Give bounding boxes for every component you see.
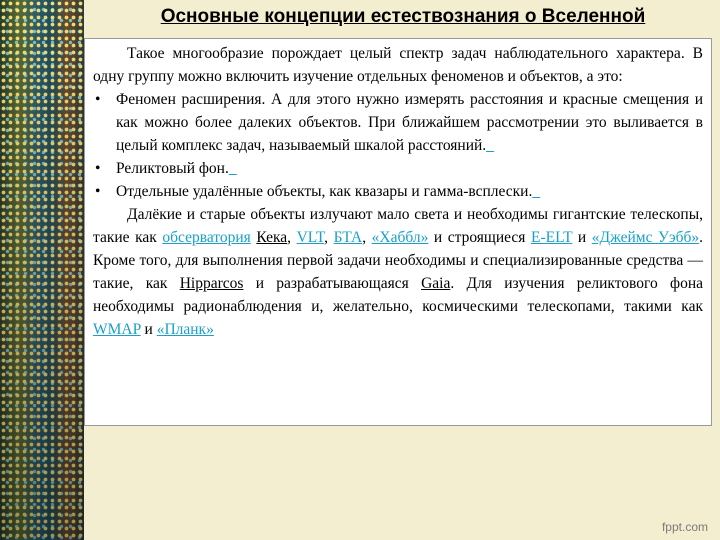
bullet-text: Реликтовый фон. xyxy=(116,160,229,177)
content-box xyxy=(84,38,712,426)
footer-brand: fppt.com xyxy=(661,520,708,534)
paragraph-text: , xyxy=(287,229,297,246)
hipparcos-link[interactable]: Hipparcos xyxy=(179,275,244,292)
telescopes-paragraph xyxy=(93,203,703,341)
paragraph-text: и xyxy=(140,321,157,338)
gaia-link[interactable]: Gaia xyxy=(421,275,451,292)
bullet-icon: • xyxy=(95,91,101,108)
paragraph-text: . Кроме того, для выполнения первой задачи необходимы и специализированные средства — такие, как xyxy=(93,229,704,292)
list-item xyxy=(93,180,703,203)
observatory-link[interactable]: обсерватория xyxy=(162,229,251,246)
list-item xyxy=(93,88,703,157)
bullet-icon: • xyxy=(95,183,101,200)
reference-link[interactable]: _ xyxy=(228,160,237,177)
wmap-link[interactable]: WMAP xyxy=(93,321,141,338)
decorative-sidebar xyxy=(0,0,84,540)
e-elt-link[interactable]: E-ELT xyxy=(531,229,573,246)
paragraph-text: , xyxy=(362,229,372,246)
bullet-icon: • xyxy=(95,160,101,177)
hubble-link[interactable]: «Хаббл» xyxy=(371,229,429,246)
intro-paragraph: Такое многообразие порождает целый спектр задач наблюдательного характера. В одну группу можно включить изучение отдельных феноменов и объектов, а это: xyxy=(93,45,703,85)
bta-link[interactable]: БТА xyxy=(333,229,363,246)
planck-link[interactable]: «Планк» xyxy=(156,321,214,338)
paragraph-text: . Для изучения реликтового фона необходимы радионаблюдения и, желательно, космическими телескопами, такими как xyxy=(93,275,703,315)
paragraph-text: и строящиеся xyxy=(428,229,531,246)
paragraph-text: , xyxy=(324,229,334,246)
list-item xyxy=(93,157,703,180)
page-title: Основные концепции естествознания о Вселенной xyxy=(160,6,646,27)
paragraph-text: и xyxy=(572,229,592,246)
paragraph-text: и разрабатывающаяся xyxy=(243,275,422,292)
keck-link[interactable]: Кека xyxy=(256,229,288,246)
vlt-link[interactable]: VLT xyxy=(296,229,325,246)
bullet-text: Отдельные удалённые объекты, как квазары и гамма-всплески. xyxy=(116,183,533,200)
bullet-text: Феномен расширения. А для этого нужно измерять расстояния и красные смещения и как можно более далеких объектов. При ближайшем рассмотрении это выливается в целый комплекс задач, называемый шкалой расстояний. xyxy=(116,91,703,154)
james-webb-link[interactable]: «Джеймс Уэбб» xyxy=(591,229,700,246)
reference-link[interactable]: _ xyxy=(532,183,541,200)
paragraph-text: Далёкие и старые объекты излучают мало света и необходимы гигантские телескопы, такие как xyxy=(93,206,703,246)
reference-link[interactable]: _ xyxy=(486,137,494,154)
bullet-list xyxy=(93,88,703,203)
